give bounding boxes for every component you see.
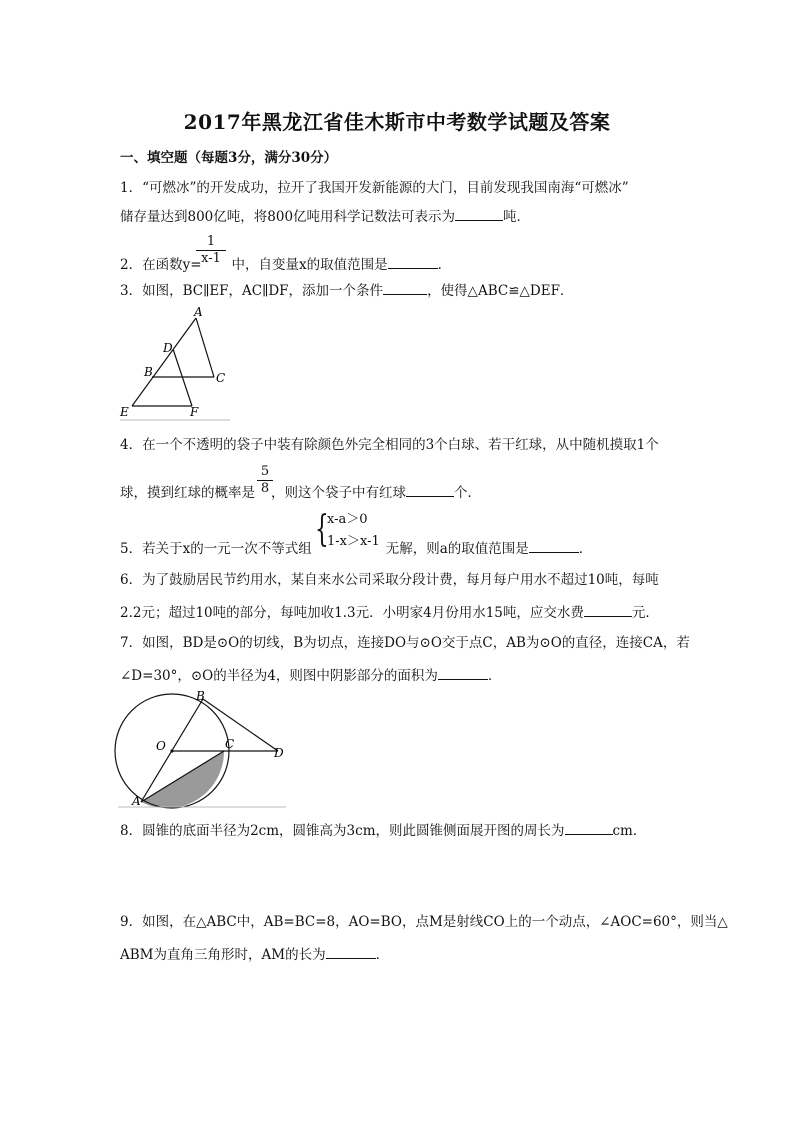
q3-label-F: F [190,405,199,419]
q4-text-post: 个． [454,485,481,501]
q9-text: ABM为直角三角形时，AM的长为 [120,947,326,963]
q2-end: ． [437,257,452,273]
q4-line2 [120,482,481,503]
q6-answer-blank[interactable] [584,602,632,617]
q1-unit: 吨． [503,209,531,225]
q8-line [120,820,646,841]
q4-text: 球，摸到红球的概率是 [120,485,255,501]
q4-line1: 4．在一个不透明的袋子中装有除颜色外完全相同的3个白球、若干红球，从中随机摸取1个 [120,437,659,453]
q2-text-post: 中，自变量x的取值范围是 [231,257,388,273]
q3-label-B: B [144,365,153,379]
q6-line1: 6．为了鼓励居民节约用水，某自来水公司采取分段计费，每月每户用水不超过10吨，每吨 [120,572,659,588]
q2-fraction [196,234,226,267]
q8-text-post: cm． [612,823,647,839]
q5-answer-blank[interactable] [529,538,579,553]
q7-label-D: D [274,746,284,760]
q1-answer-blank[interactable] [455,206,503,221]
q5-text: 5．若关于x的一元一次不等式组 [120,541,312,557]
q7-center-point [170,749,173,752]
q3-seg-AC [196,318,214,377]
q8-answer-blank[interactable] [565,820,613,835]
q3-label-E: E [120,405,129,419]
q7-label-C: C [225,737,235,751]
q5-brace: { [315,509,329,550]
q7-label-B: B [196,689,205,703]
q4-fraction [257,464,273,497]
q6-text-post: 元． [631,605,659,621]
q7-line2 [120,665,501,686]
q4-frac-denominator: 8 [260,481,270,496]
q3-seg-AE [132,318,196,406]
q3-line [120,280,573,301]
q1-line1: 1．“可燃冰”的开发成功，拉开了我国开发新能源的大门，目前发现我国南海“可燃冰” [120,180,629,196]
q2-frac-denominator: x-1 [201,251,221,266]
q5-end: ． [578,541,593,557]
q3-label-D: D [163,341,173,355]
q2-answer-blank[interactable] [388,254,438,269]
q3-label-C: C [216,371,226,385]
q7-answer-blank[interactable] [438,665,488,680]
q9-text-post: ． [375,947,390,963]
q2-text: 2．在函数y= [120,257,202,273]
q2-line [120,254,451,275]
q4-text-mid: ，则这个袋子中有红球 [271,485,406,501]
section-heading: 一、填空题（每题3分，满分30分） [120,150,338,166]
q5-inequality-1: x-a＞0 [327,512,368,527]
q7-text-post: ． [487,668,502,684]
q3-figure [118,306,234,424]
q7-shaded-region [141,751,224,808]
q7-label-O: O [156,739,166,753]
q6-line2 [120,602,659,623]
q8-text: 8．圆锥的底面半径为2cm，圆锥高为3cm，则此圆锥侧面展开图的周长为 [120,823,565,839]
q6-text: 2.2元；超过10吨的部分，每吨加收1.3元．小明家4月份用水15吨，应交水费 [120,605,584,621]
q5-inequality-2: 1-x＞x-1 [327,534,380,549]
q3-text: 3．如图，BC∥EF，AC∥DF，添加一个条件 [120,283,384,299]
q9-line2 [120,944,389,965]
q3-label-A: A [194,306,203,319]
q9-answer-blank[interactable] [326,944,376,959]
q1-line2 [120,206,530,227]
q3-text-post: ，使得△ABC≌△DEF． [427,283,574,299]
q7-line1: 7．如图，BD是⊙O的切线，B为切点，连接DO与⊙O交于点C，AB为⊙O的直径，连接CA，若 [120,635,690,651]
q5-text-post: 无解，则a的取值范围是 [385,541,529,557]
q7-tangent-BD [203,699,278,751]
q9-line1: 9．如图，在△ABC中，AB=BC=8，AO=BO，点M是射线CO上的一个动点，∠AOC=60°，则当△ [120,914,728,930]
q1-text: 储存量达到800亿吨，将800亿吨用科学记数法可表示为 [120,209,456,225]
q7-figure [114,688,292,810]
q4-answer-blank[interactable] [406,482,454,497]
q3-answer-blank[interactable] [383,280,427,295]
q7-label-A: A [132,794,141,808]
q2-frac-numerator: 1 [196,234,226,251]
q7-text: ∠D=30°，⊙O的半径为4，则图中阴影部分的面积为 [120,668,438,684]
page-title: 2017年黑龙江省佳木斯市中考数学试题及答案 [183,110,611,134]
q4-frac-numerator: 5 [257,464,273,481]
